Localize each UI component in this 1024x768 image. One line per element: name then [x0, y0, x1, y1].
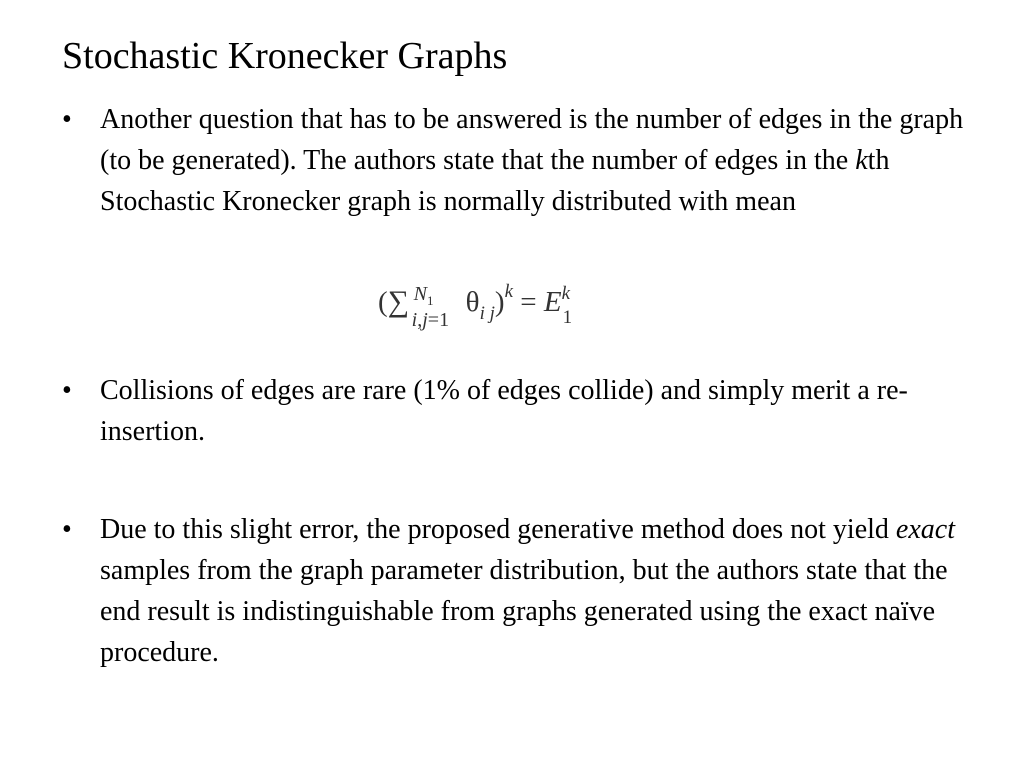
emphasis-text: k [855, 145, 868, 176]
slide-title: Stochastic Kronecker Graphs [62, 35, 508, 77]
mean-formula [378, 281, 578, 331]
bullet-text-part: Due to this slight error, the proposed generative method does not yield [100, 514, 896, 545]
formula-summation [387, 282, 466, 331]
bullet-marker: • [62, 514, 72, 545]
lower-limit-eq: =1 [427, 309, 450, 331]
bullet-text: Collisions of edges are rare (1% of edges collide) and simply merit a re-insertion. [100, 375, 908, 447]
bullet-text [100, 99, 972, 222]
formula-close-paren: ) [494, 286, 505, 318]
upper-limit-sub: 1 [427, 293, 434, 308]
formula-power: k [504, 281, 513, 302]
bullet-marker: • [62, 375, 72, 406]
lower-limit-sep: , [417, 309, 423, 331]
lower-limit-i: i [411, 309, 418, 331]
bullet-text-part: th Stochastic Kronecker graph is normally distributed with mean [100, 145, 890, 217]
bullet-text [100, 509, 972, 673]
formula-rhs-scripts [561, 282, 578, 328]
formula-rhs-var: E [543, 286, 562, 318]
formula-open-paren: ( [378, 286, 388, 318]
emphasis-text: exact [895, 514, 955, 545]
sigma-symbol: ∑ [387, 285, 410, 318]
summation-lower-limit [412, 300, 449, 340]
bullet-text-part: Another question that has to be answered is the number of edges in the graph (to be generated). The authors state that the number of edges in the [100, 104, 964, 176]
formula-theta: θ [465, 286, 480, 318]
bullet-text-part: samples from the graph parameter distribution, but the authors state that the end result is indistinguishable from graphs generated using the exact naïve procedure. [100, 555, 948, 668]
theta-subscript: i j [479, 303, 495, 324]
lower-limit-j: j [422, 309, 428, 331]
rhs-superscript: k [561, 283, 571, 304]
bullet-marker: • [62, 104, 72, 135]
upper-limit-var: N [413, 283, 428, 305]
formula-equals: = [520, 286, 537, 318]
rhs-subscript: 1 [562, 307, 573, 328]
